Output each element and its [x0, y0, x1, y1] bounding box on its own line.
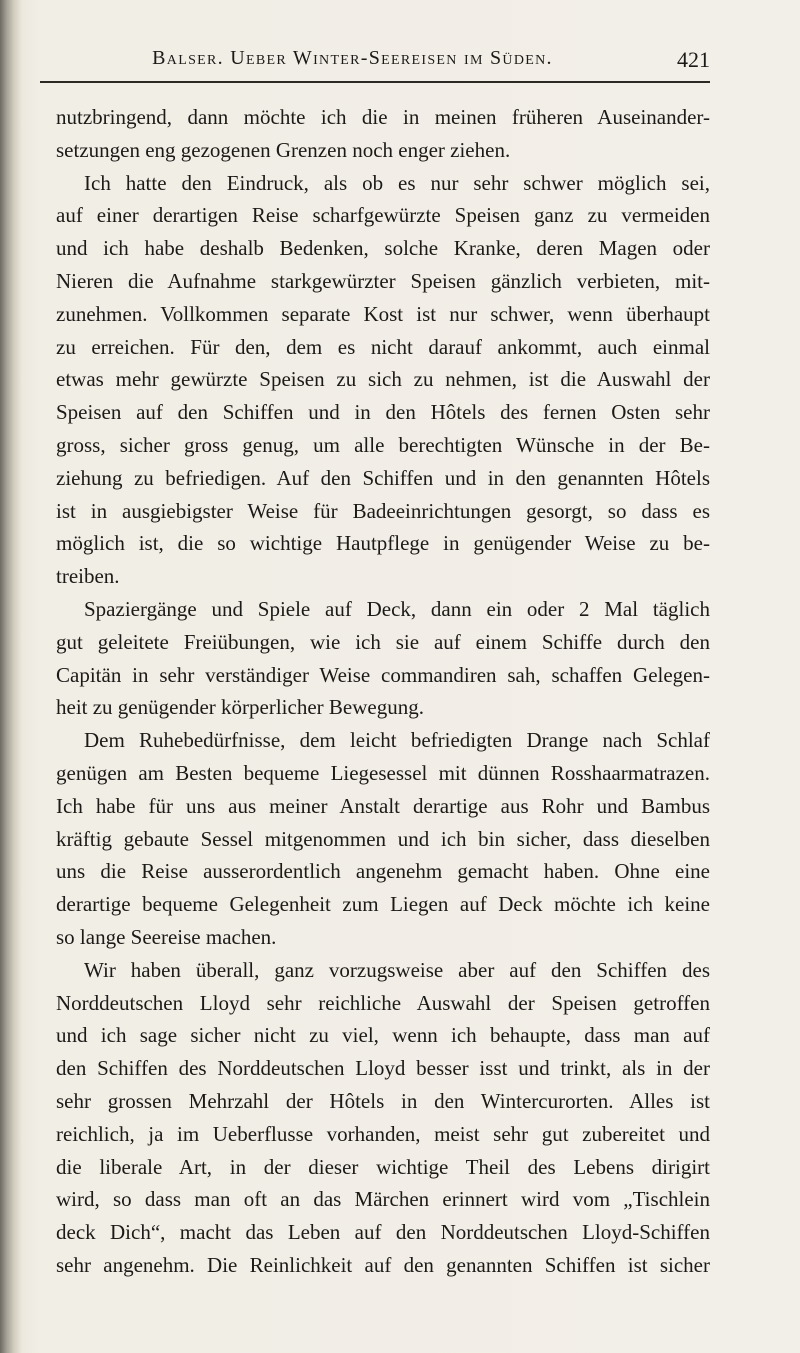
text-line: etwas mehr gewürzte Speisen zu sich zu nehmen, ist die Auswahl der [56, 367, 710, 392]
text-line: den Schiffen des Norddeutschen Lloyd besser isst und trinkt, als in der [56, 1056, 710, 1081]
text-line: wird, so dass man oft an das Märchen erinnert wird vom „Tischlein [56, 1187, 710, 1212]
text-line: sehr grossen Mehrzahl der Hôtels in den Wintercurorten. Alles ist [56, 1088, 710, 1113]
running-head: Balser. Ueber Winter-Seereisen im Süden. [152, 47, 553, 69]
text-line: und ich sage sicher nicht zu viel, wenn ich behaupte, dass man auf [56, 1023, 710, 1048]
page-number: 421 [677, 47, 710, 72]
text-line: Wir haben überall, ganz vorzugsweise aber auf den Schiffen des [84, 957, 710, 982]
text-line: Capitän in sehr verständiger Weise commandiren sah, schaffen Gelegen- [56, 662, 710, 687]
text-line: und ich habe deshalb Bedenken, solche Kranke, deren Magen oder [56, 236, 710, 261]
text-line: heit zu genügender körperlicher Bewegung. [56, 695, 424, 720]
text-line: die liberale Art, in der dieser wichtige Theil des Lebens dirigirt [56, 1154, 710, 1179]
text-line: Ich hatte den Eindruck, als ob es nur sehr schwer möglich sei, [84, 170, 710, 195]
text-line: so lange Seereise machen. [56, 924, 277, 949]
body-text [56, 101, 710, 1282]
text-line: Nieren die Aufnahme starkgewürzter Speisen gänzlich verbieten, mit- [56, 268, 710, 293]
text-line: setzungen eng gezogenen Grenzen noch enger ziehen. [56, 137, 511, 162]
text-line: zunehmen. Vollkommen separate Kost ist nur schwer, wenn überhaupt [56, 301, 710, 326]
text-line: sehr angenehm. Die Reinlichkeit auf den genannten Schiffen ist sicher [56, 1252, 710, 1277]
text-line: reichlich, ja im Ueberflusse vorhanden, meist sehr gut zubereitet und [56, 1121, 710, 1146]
text-line: genügen am Besten bequeme Liegesessel mit dünnen Rosshaarmatrazen. [56, 760, 710, 785]
page-gutter-shadow [0, 0, 22, 1353]
page-header [40, 47, 710, 77]
header-rule [40, 81, 710, 83]
text-line: Dem Ruhebedürfnisse, dem leicht befriedigten Drange nach Schlaf [84, 728, 710, 753]
text-line: ziehung zu befriedigen. Auf den Schiffen und in den genannten Hôtels [56, 465, 710, 490]
text-line: Norddeutschen Lloyd sehr reichliche Auswahl der Speisen getroffen [56, 990, 710, 1015]
text-line: derartige bequeme Gelegenheit zum Liegen auf Deck möchte ich keine [56, 892, 710, 917]
text-line: uns die Reise ausserordentlich angenehm gemacht haben. Ohne eine [56, 859, 710, 884]
text-line: kräftig gebaute Sessel mitgenommen und ich bin sicher, dass dieselben [56, 826, 710, 851]
text-line: Speisen auf den Schiffen und in den Hôtels des fernen Osten sehr [56, 400, 710, 425]
text-line: Ich habe für uns aus meiner Anstalt derartige aus Rohr und Bambus [56, 793, 710, 818]
text-line: ist in ausgiebigster Weise für Badeeinrichtungen gesorgt, so dass es [56, 498, 710, 523]
text-line: auf einer derartigen Reise scharfgewürzte Speisen ganz zu vermeiden [56, 203, 710, 228]
text-line: nutzbringend, dann möchte ich die in meinen früheren Auseinander- [56, 105, 710, 129]
text-line: zu erreichen. Für den, dem es nicht darauf ankommt, auch einmal [56, 334, 710, 359]
text-line: möglich ist, die so wichtige Hautpflege in genügender Weise zu be- [56, 531, 710, 556]
text-line: deck Dich“, macht das Leben auf den Norddeutschen Lloyd-Schiffen [56, 1220, 710, 1245]
text-line: Spaziergänge und Spiele auf Deck, dann ein oder 2 Mal täglich [84, 596, 710, 621]
text-line: gut geleitete Freiübungen, wie ich sie auf einem Schiffe durch den [56, 629, 710, 654]
text-line: gross, sicher gross genug, um alle berechtigten Wünsche in der Be- [56, 432, 710, 457]
text-line: treiben. [56, 564, 120, 589]
